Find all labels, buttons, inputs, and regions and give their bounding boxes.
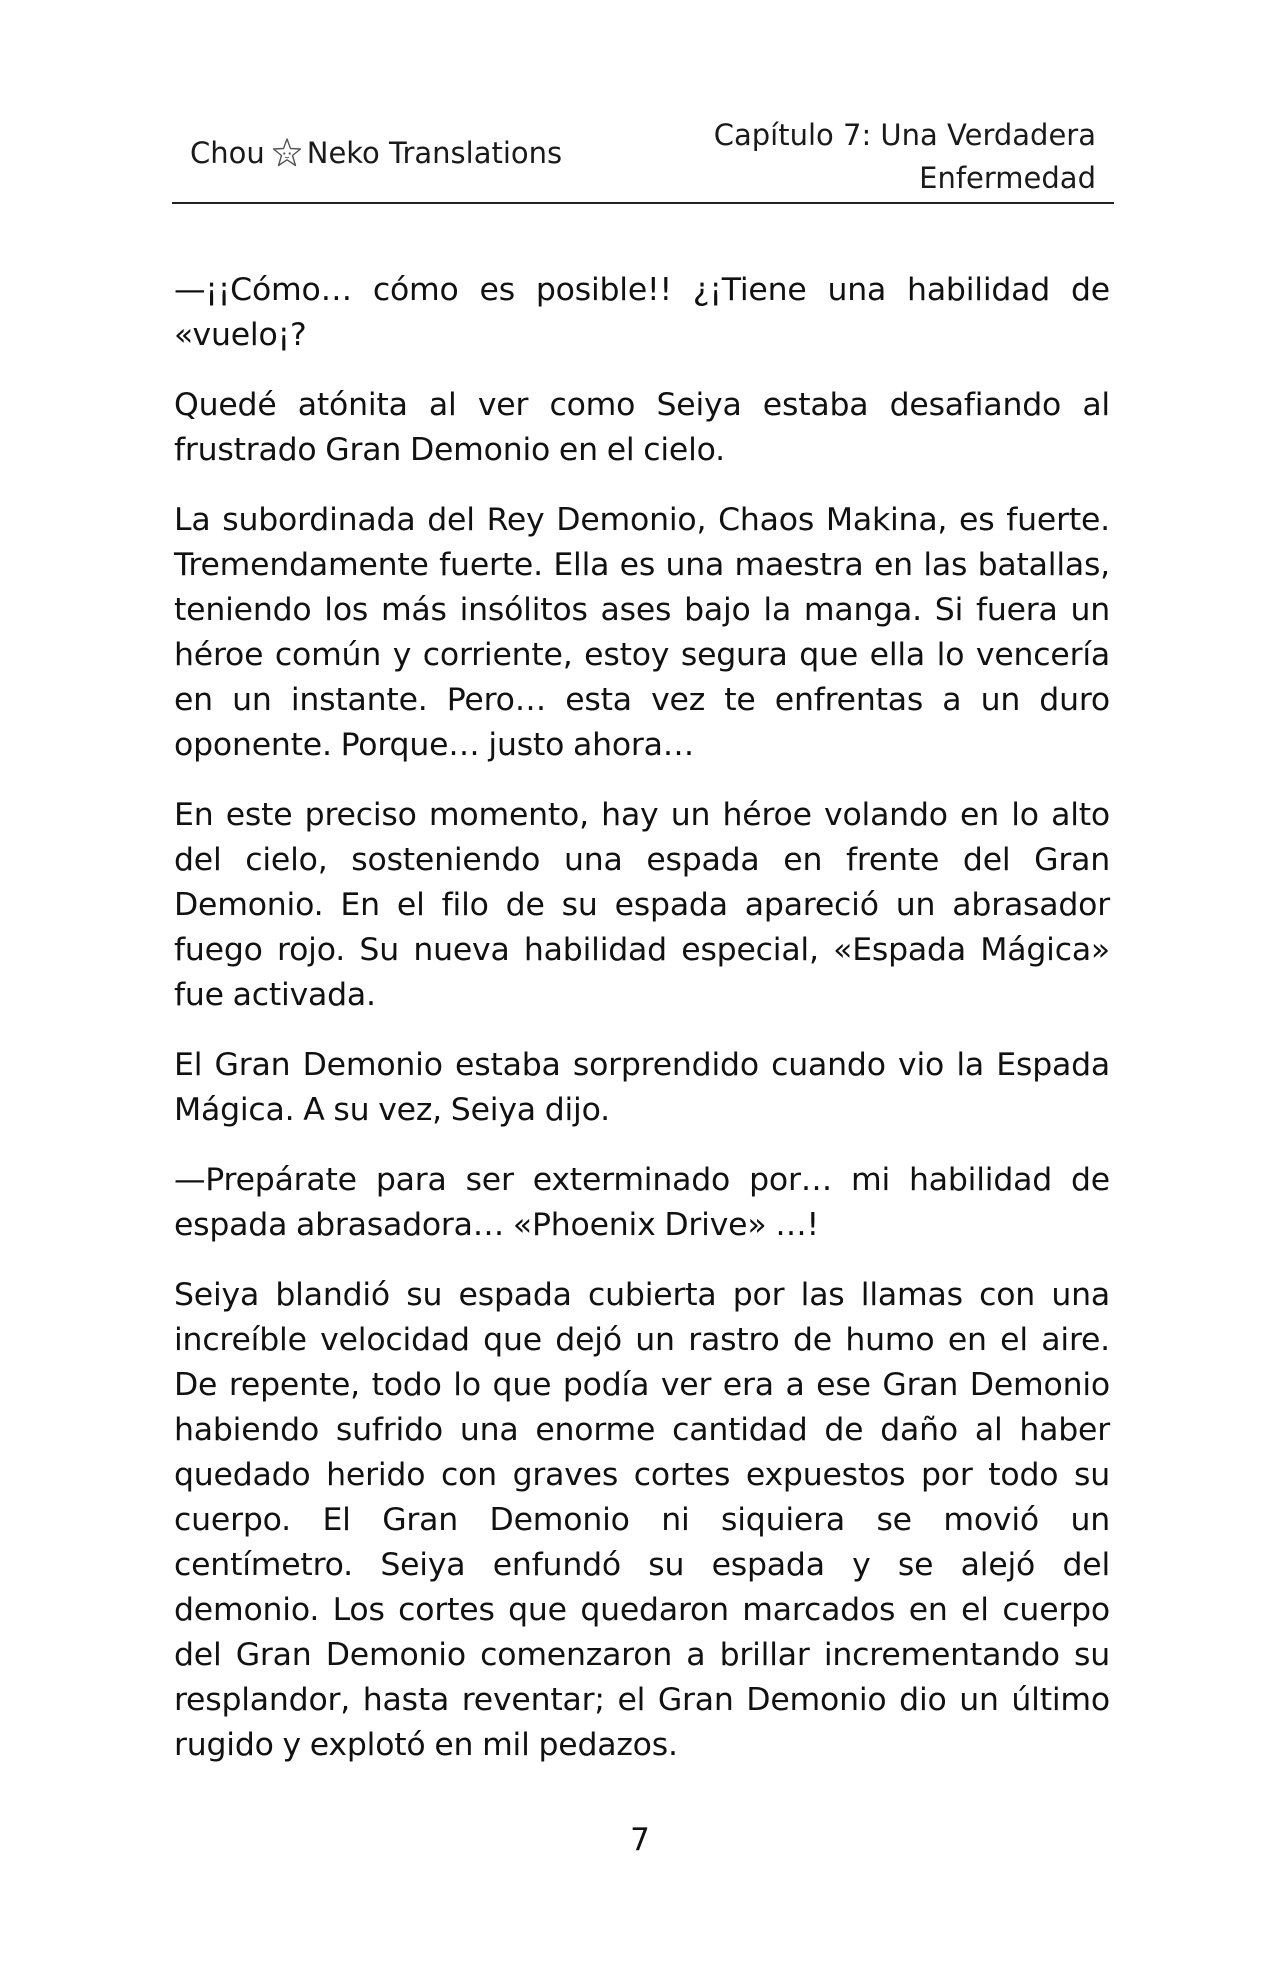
- chapter-title-line-2: Enfermedad: [919, 161, 1096, 195]
- chapter-title-line-1: Capítulo 7: Una Verdadera: [713, 118, 1096, 152]
- page-header: [172, 110, 1114, 204]
- paragraph: —Prepárate para ser exterminado por… mi habilidad de espada abrasadora… «Phoenix Drive» …!: [174, 1162, 1110, 1243]
- brand-right-text: Neko Translations: [306, 136, 563, 170]
- paragraph: —¡¡Cómo… cómo es posible!! ¿¡Tiene una habilidad de «vuelo¡?: [174, 272, 1110, 353]
- paragraph: Quedé atónita al ver como Seiya estaba desafiando al frustrado Gran Demonio en el cielo.: [174, 387, 1110, 468]
- brand-name: [190, 136, 562, 170]
- paragraph: En este preciso momento, hay un héroe volando en lo alto del cielo, sosteniendo una espada en frente del Gran Demonio. En el filo de su espada apareció un abrasador fuego rojo. Su nueva habilidad especial, «Espada Mágica» fue activada.: [174, 797, 1110, 1013]
- page-number: 7: [630, 1822, 650, 1858]
- star-cat-icon: [271, 137, 303, 169]
- paragraph: Seiya blandió su espada cubierta por las llamas con una increíble velocidad que dejó un rastro de humo en el aire. De repente, todo lo que podía ver era a ese Gran Demonio habiendo sufrido una enorme cantidad de daño al haber quedado herido con graves cortes expuestos por todo su cuerpo. El Gran Demonio ni siquiera se movió un centímetro. Seiya enfundó su espada y se alejó del demonio. Los cortes que quedaron marcados en el cuerpo del Gran Demonio comenzaron a brillar incrementando su resplandor, hasta reventar; el Gran Demonio dio un último rugido y explotó en mil pedazos.: [174, 1277, 1110, 1763]
- chapter-title: [714, 114, 1096, 200]
- brand-left-text: Chou: [190, 136, 265, 170]
- paragraph: La subordinada del Rey Demonio, Chaos Makina, es fuerte. Tremendamente fuerte. Ella es una maestra en las batallas, teniendo los más insólitos ases bajo la manga. Si fuera un héroe común y corriente, estoy segura que ella lo vencería en un instante. Pero… esta vez te enfrentas a un duro oponente. Porque… justo ahora…: [174, 502, 1110, 763]
- chapter-body: [174, 268, 1110, 1793]
- paragraph: El Gran Demonio estaba sorprendido cuando vio la Espada Mágica. A su vez, Seiya dijo.: [174, 1047, 1110, 1128]
